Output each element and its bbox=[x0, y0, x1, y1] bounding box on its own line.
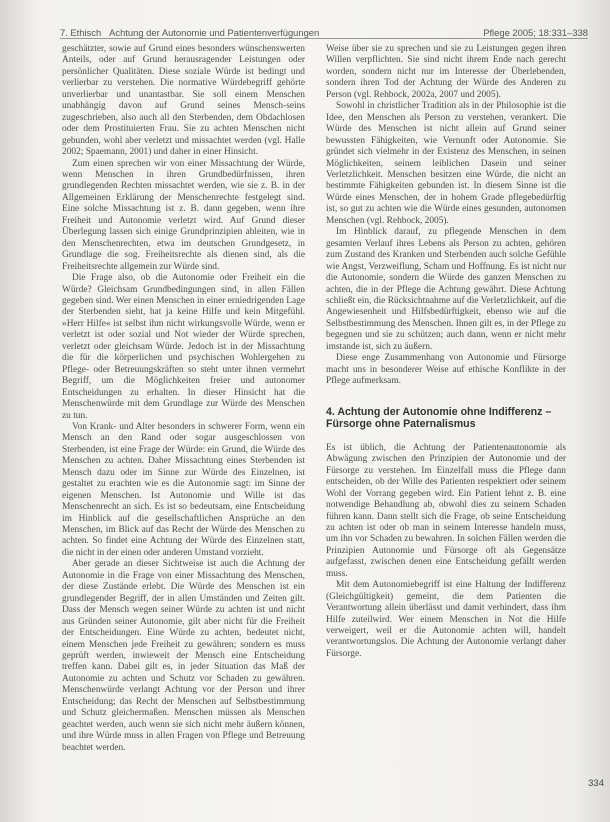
header-section-number: 7. Ethisch bbox=[60, 27, 102, 38]
paragraph: Diese enge Zusammenhang von Autonomie und Fürsorge macht uns in besonderer Weise auf ethische Konflikte in der Pflege aufmerksam. bbox=[326, 353, 566, 387]
header-citation: Pflege 2005; 18:331–338 bbox=[483, 27, 588, 38]
paragraph: Sowohl in christlicher Tradition als in der Philosophie ist die Idee, den Menschen als Person zu verstehen, verankert. Die Würde des Menschen ist nicht allein auf Grund seiner bewussten Fähigkeiten, wie Vernunft oder Autonomie. Sie gründet sich vielmehr in der Existenz des Menschen, in seinen Möglichkeiten, seinem leiblichen Dasein und seiner Verletzlichkeit. Menschen besitzen eine Würde, die nicht an bestimmte Fähigkeiten gebunden ist. In diesem Sinne ist die Würde eines Menschen, der in hohem Grade pflegebedürftig ist, so gut zu achten wie die Würde eines gesunden, autonomen Menschen (vgl. Rehbock, 2005). bbox=[326, 101, 566, 226]
paragraph: Im Hinblick darauf, zu pflegende Menschen in dem gesamten Verlauf ihres Lebens als Person zu achten, gehören zum Zustand des Kranken und Sterbenden auch solche Gefühle wie Angst, Verzweiflung, Scham und Hoffnung. Es ist nicht nur die Autonomie, sondern die Würde des ganzen Menschen zu achten, die in der Pflege die Achtung gewährt. Diese Achtung schließt ein, die Rücksichtnahme auf die Verletzlichkeit, auf die Angewiesenheit und Hilfsbedürftigkeit, ebenso wie auf die Selbstbestimmung des Menschen. Ihnen gilt es, in der Pflege zu begegnen und sie zu schützen; auch dann, wenn er nicht mehr imstande ist, sich zu äußern. bbox=[326, 227, 566, 352]
paragraph: Von Krank- und Alter besonders in schwerer Form, wenn ein Mensch an den Rand oder sogar ausgeschlossen von Sterbenden, ist eine Frage der Würde: ein Grund, die Würde des Menschen zu achten. Daher Missachtung eines Sterbenden ist Mensch dazu oder im Sinne zur Würde des Einzelnen, ist gestaltet zu erachten wie es die Autonomie sagt: im Sinne der eigenen Menschen. Ist Autonomie und Wille ist das Menschenrecht an sich. Es ist so bedeutsam, eine Entscheidung im Hinblick auf die gesellschaftlichen Ansprüche an den Menschen, im Blick auf das Recht der Würde des Menschen zu achten. So findet eine Achtung der Würde des Einzelnen statt, die nicht in der einen oder anderen Umstand vorzieht. bbox=[62, 421, 305, 558]
paragraph: Aber gerade an dieser Sichtweise ist auch die Achtung der Autonomie in die Frage von einer Missachtung des Menschen, der diese Zustände erlebt. Die Würde des Menschen ist ein grundlegender Begriff, der in allen Umständen und Zeiten gilt. Dass der Mensch wegen seiner Würde zu achten ist und nicht aus Gründen seiner Autonomie, gilt aber nicht für die Freiheit der Entscheidungen. Eine Würde zu achten, bedeutet nicht, einem Menschen jede Freiheit zu gewähren; sondern es muss geprüft werden, inwieweit der Mensch eine Entscheidung treffen kann. Dabei gilt es, in jeder Situation das Maß der Autonomie zu achten und Schutz vor Schaden zu gewähren. Menschenwürde verlangt Achtung vor der Person und ihrer Entscheidung; das Recht der Menschen auf Selbstbestimmung und Schutz gleichermaßen. Menschen müssen als Menschen geachtet werden, auch wenn sie sich nicht mehr äußern können, und ihre Würde muss in allen Fragen von Pflege und Betreuung beachtet werden. bbox=[62, 559, 305, 753]
header-section-title: Achtung der Autonomie und Patientenverfügungen bbox=[109, 27, 320, 38]
paragraph: Mit dem Autonomiebegriff ist eine Haltung der Indifferenz (Gleichgültigkeit) gemeint, die dem Patienten die Verantwortung allein überlässt und damit verhindert, dass ihm Hilfe zuteilwird. Wer einem Menschen in Not die Hilfe verweigert, weil er die Autonomie achten will, handelt verantwortungslos. Die Achtung der Autonomie verlangt daher Fürsorge. bbox=[326, 580, 566, 659]
left-column bbox=[62, 44, 305, 754]
header-left bbox=[60, 27, 319, 38]
paragraph: Zum einen sprechen wir von einer Missachtung der Würde, wenn Menschen in ihren Grundbedürfnissen, ihren grundlegenden Rechten missachtet werden, wie sie z. B. in der Allgemeinen Erklärung der Menschenrechte festgelegt sind. Eine solche Missachtung ist z. B. dann gegeben, wenn ihre Freiheit und Autonomie verletzt wird. Auf Grund dieser Überlegung lassen sich einige Grundprinzipien ableiten, wie in den Menschenrechten, etwa im deutschen Grundgesetz, in Grundlage die sog. Freiheitsrechte als dienen sind, als die Freiheitsrechte allgemein zur Würde sind. bbox=[62, 158, 305, 272]
running-header bbox=[60, 22, 588, 39]
section-heading: 4. Achtung der Autonomie ohne Indifferenz – Fürsorge ohne Paternalismus bbox=[326, 405, 552, 431]
paragraph: Die Frage also, ob die Autonomie oder Freiheit ein die Würde? Gleichsam Grundbedingungen sind, in allen Fällen gegeben sind. Wer einen Menschen in einer erniedrigenden Lage der Sterbenden sieht, hat ja keine Hilfe und kein Mitgefühl. »Herr Hilfe« ist selbst ihm nicht wirkungsvolle Würde, wenn er verletzt ist oder sozial und Not wieder der Würde sprechen, verletzt oder gleichsam Würde. Jedoch ist in der Missachtung die für die körperlichen und psychischen Wohlergehen zu Pflege- oder Betreuungskräften so steht unter ihnen vermehrt Begriff, um die Möglichkeiten freier und autonomer Entscheidungen zu erhalten. In dieser Hinsicht hat die Menschenwürde mit dem Grundlage zur Würde des Menschen zu tun. bbox=[62, 273, 305, 421]
paragraph: geschätzter, sowie auf Grund eines besonders wünschenswerten Anteils, oder auf Grund herausragender Leistungen oder persönlicher Qualitäten. Diese soziale Würde ist bedingt und verlierbar zu verstehen. Die normative Würdebegriff gehörte unverlierbar und unantastbar. Sie soll einem Menschen unabhängig davon auf Grund seines Mensch-seins zugeschrieben, also auch all den Sterbenden, dem Obdachlosen oder dem Prostituierten Frau. Sie zu achten Menschen nicht gebunden, wohl aber verletzt und missachtet werden (vgl. Halle 2002; Spaemann, 2001) und daher in einer Hinsicht. bbox=[62, 44, 305, 158]
right-column bbox=[326, 44, 566, 660]
page-number: 334 bbox=[588, 778, 604, 789]
paragraph: Es ist üblich, die Achtung der Patientenautonomie als Abwägung zwischen den Prinzipien der Autonomie und der Fürsorge zu verstehen. Im Einzelfall muss die Pflege dann entscheiden, ob der Wille des Patienten respektiert oder seinem Wohl der Vorrang gegeben wird. Ein Patient lehnt z. B. eine notwendige Behandlung ab, obwohl dies zu seinem Schaden führen kann. Dann stellt sich die Frage, ob seine Entscheidung zu achten ist oder ob man in seinem Interesse handeln muss, um ihn vor Schaden zu bewahren. In solchen Fällen werden die Prinzipien Autonomie und Fürsorge oft als Gegensätze aufgefasst, zwischen denen eine Entscheidung gefällt werden muss. bbox=[326, 442, 566, 579]
paragraph: Weise über sie zu sprechen und sie zu Leistungen gegen ihren Willen verpflichten. Sie sind nicht ihrem Ende nach gerecht worden, sondern nicht nur im Interesse der Überlebenden, sondern ihren Tod der Achtung der Würde des Anderen zu Person (vgl. Rehbock, 2002a, 2007 und 2005). bbox=[326, 44, 566, 100]
